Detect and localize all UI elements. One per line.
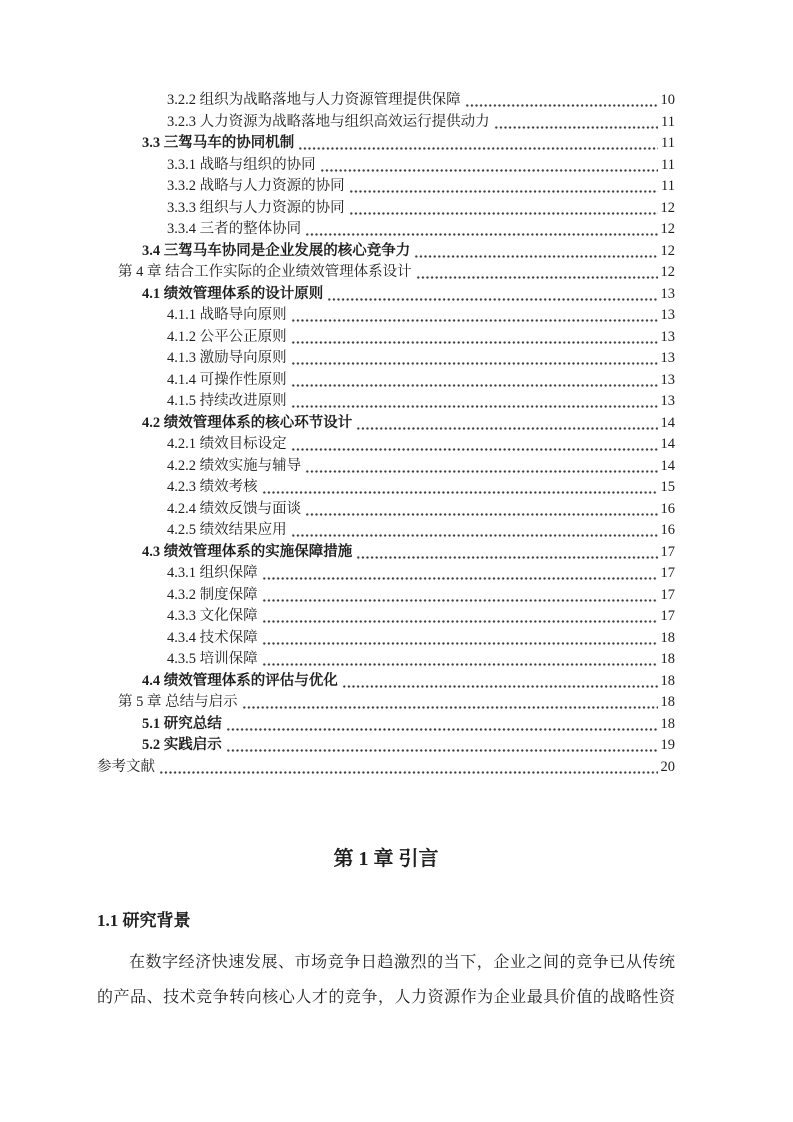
toc-entry-label: 3.4 三驾马车协同是企业发展的核心竞争力 — [142, 242, 411, 259]
toc-dot-leader — [465, 104, 658, 107]
toc-entry[interactable] — [97, 112, 675, 134]
table-of-contents — [97, 90, 675, 778]
toc-entry-label: 4.2.2 绩效实施与辅导 — [167, 457, 302, 474]
toc-page-number: 11 — [661, 178, 675, 194]
toc-entry-label: 3.3.1 战略与组织的协同 — [167, 156, 316, 173]
page-content — [97, 90, 675, 1015]
toc-page-number: 11 — [661, 135, 675, 151]
toc-entry-label: 第 4 章 结合工作实际的企业绩效管理体系设计 — [118, 264, 412, 280]
toc-entry-label: 4.3.2 制度保障 — [167, 586, 258, 603]
toc-entry[interactable] — [97, 219, 675, 241]
toc-entry[interactable] — [97, 649, 675, 671]
toc-entry[interactable] — [97, 176, 675, 198]
paragraph-line: 在数字经济快速发展、市场竞争日趋激烈的当下，企业之间的竞争已从传统 — [129, 954, 675, 971]
toc-page-number: 11 — [661, 156, 675, 173]
toc-dot-leader — [349, 190, 658, 193]
toc-dot-leader — [291, 448, 658, 451]
toc-page-number: 18 — [660, 651, 675, 667]
toc-entry-label: 5.1 研究总结 — [142, 715, 222, 732]
toc-entry[interactable] — [97, 348, 675, 370]
toc-page-number: 12 — [660, 221, 675, 237]
toc-page-number: 18 — [660, 672, 675, 689]
toc-entry[interactable] — [97, 542, 675, 564]
toc-entry[interactable] — [97, 262, 675, 284]
toc-entry[interactable] — [97, 563, 675, 585]
toc-dot-leader — [356, 427, 657, 430]
toc-dot-leader — [262, 599, 658, 602]
toc-entry-label: 4.2.5 绩效结果应用 — [167, 522, 287, 538]
toc-entry[interactable] — [97, 606, 675, 628]
toc-page-number: 20 — [660, 758, 675, 775]
toc-entry[interactable] — [97, 692, 675, 714]
toc-entry-label: 4.1 绩效管理体系的设计原则 — [142, 285, 324, 302]
toc-entry[interactable] — [97, 413, 675, 435]
toc-entry-label: 4.3 绩效管理体系的实施保障措施 — [142, 543, 353, 560]
toc-dot-leader — [262, 577, 658, 580]
toc-entry[interactable] — [97, 714, 675, 736]
toc-page-number: 18 — [660, 715, 675, 732]
toc-page-number: 16 — [660, 522, 675, 538]
toc-entry-label: 4.3.1 组织保障 — [167, 565, 258, 581]
toc-page-number: 19 — [660, 737, 675, 753]
toc-page-number: 18 — [660, 629, 675, 646]
toc-entry-label: 4.1.1 战略导向原则 — [167, 307, 287, 323]
toc-entry[interactable] — [97, 327, 675, 349]
toc-dot-leader — [262, 663, 658, 666]
toc-page-number: 13 — [660, 371, 675, 388]
toc-dot-leader — [320, 169, 658, 172]
toc-dot-leader — [305, 233, 657, 236]
toc-page-number: 12 — [660, 199, 675, 216]
toc-dot-leader — [356, 556, 657, 559]
toc-dot-leader — [291, 341, 658, 344]
toc-dot-leader — [494, 126, 658, 129]
toc-dot-leader — [291, 319, 658, 322]
toc-entry[interactable] — [97, 735, 675, 757]
toc-page-number: 17 — [660, 565, 675, 581]
toc-entry[interactable] — [97, 499, 675, 521]
toc-entry[interactable] — [97, 520, 675, 542]
toc-page-number: 17 — [660, 543, 675, 560]
section-heading: 1.1 研究背景 — [97, 911, 191, 930]
toc-dot-leader — [226, 728, 658, 731]
toc-entry[interactable] — [97, 757, 675, 779]
toc-dot-leader — [242, 706, 658, 709]
toc-entry-label: 4.1.4 可操作性原则 — [167, 371, 287, 388]
toc-page-number: 13 — [660, 328, 675, 345]
toc-dot-leader — [327, 298, 657, 301]
toc-page-number: 18 — [660, 694, 675, 710]
toc-dot-leader — [262, 642, 658, 645]
toc-page-number: 13 — [660, 393, 675, 409]
paragraph — [97, 945, 675, 1015]
toc-page-number: 16 — [660, 500, 675, 517]
toc-dot-leader — [305, 470, 657, 473]
toc-entry[interactable] — [97, 391, 675, 413]
toc-dot-leader — [305, 513, 657, 516]
toc-page-number: 13 — [660, 285, 675, 302]
toc-dot-leader — [262, 620, 658, 623]
toc-page-number: 13 — [660, 307, 675, 323]
toc-page-number: 11 — [661, 113, 675, 130]
toc-entry-label: 4.3.5 培训保障 — [167, 651, 258, 667]
toc-page-number: 17 — [660, 608, 675, 624]
toc-entry-label: 第 5 章 总结与启示 — [118, 694, 238, 710]
toc-dot-leader — [414, 255, 657, 258]
toc-entry-label: 4.3.4 技术保障 — [167, 629, 258, 646]
toc-page-number: 17 — [660, 586, 675, 603]
toc-entry[interactable] — [97, 477, 675, 499]
toc-entry[interactable] — [97, 434, 675, 456]
toc-entry[interactable] — [97, 370, 675, 392]
toc-entry-label: 4.2.1 绩效目标设定 — [167, 436, 287, 452]
paragraph-line: 的产品、技术竞争转向核心人才的竞争，人力资源作为企业最具价值的战略性资 — [97, 989, 675, 1006]
toc-entry-label: 4.3.3 文化保障 — [167, 608, 258, 624]
toc-entry-label: 3.3 三驾马车的协同机制 — [142, 135, 295, 151]
toc-entry-label: 5.2 实践启示 — [142, 737, 222, 753]
toc-entry[interactable] — [97, 241, 675, 263]
toc-entry-label: 3.3.3 组织与人力资源的协同 — [167, 199, 345, 216]
toc-page-number: 15 — [660, 479, 675, 495]
toc-dot-leader — [298, 147, 658, 150]
toc-dot-leader — [262, 491, 658, 494]
toc-entry-label: 3.3.2 战略与人力资源的协同 — [167, 178, 345, 194]
toc-entry-label: 4.2.4 绩效反馈与面谈 — [167, 500, 302, 517]
toc-entry[interactable] — [97, 585, 675, 607]
toc-entry-label: 4.4 绩效管理体系的评估与优化 — [142, 672, 338, 689]
toc-entry-label: 3.3.4 三者的整体协同 — [167, 221, 302, 237]
toc-entry[interactable] — [97, 628, 675, 650]
chapter-title: 第 1 章 引言 — [333, 848, 439, 870]
toc-page-number: 12 — [660, 242, 675, 259]
toc-page-number: 13 — [660, 350, 675, 366]
toc-dot-leader — [342, 685, 658, 688]
toc-page-number: 14 — [660, 457, 675, 474]
toc-entry-label: 4.2 绩效管理体系的核心环节设计 — [142, 414, 353, 431]
toc-entry[interactable] — [97, 456, 675, 478]
toc-dot-leader — [226, 749, 658, 752]
toc-dot-leader — [291, 534, 658, 537]
toc-entry[interactable] — [97, 198, 675, 220]
toc-entry[interactable] — [97, 155, 675, 177]
toc-dot-leader — [291, 362, 658, 365]
toc-dot-leader — [349, 212, 658, 215]
toc-entry[interactable] — [97, 305, 675, 327]
toc-entry[interactable] — [97, 90, 675, 112]
toc-entry-label: 3.2.3 人力资源为战略落地与组织高效运行提供动力 — [167, 113, 490, 130]
toc-dot-leader — [291, 384, 658, 387]
toc-dot-leader — [416, 276, 658, 279]
toc-entry-label: 参考文献 — [97, 758, 155, 775]
toc-entry-label: 4.2.3 绩效考核 — [167, 479, 258, 495]
toc-entry-label: 4.1.2 公平公正原则 — [167, 328, 287, 345]
toc-entry-label: 4.1.3 激励导向原则 — [167, 350, 287, 366]
toc-page-number: 10 — [660, 92, 675, 108]
toc-entry[interactable] — [97, 133, 675, 155]
toc-entry[interactable] — [97, 284, 675, 306]
toc-page-number: 12 — [660, 264, 675, 280]
toc-page-number: 14 — [660, 414, 675, 431]
toc-entry[interactable] — [97, 671, 675, 693]
toc-entry-label: 4.1.5 持续改进原则 — [167, 393, 287, 409]
toc-entry-label: 3.2.2 组织为战略落地与人力资源管理提供保障 — [167, 92, 461, 108]
toc-dot-leader — [159, 771, 658, 774]
toc-dot-leader — [291, 405, 658, 408]
toc-page-number: 14 — [660, 436, 675, 452]
